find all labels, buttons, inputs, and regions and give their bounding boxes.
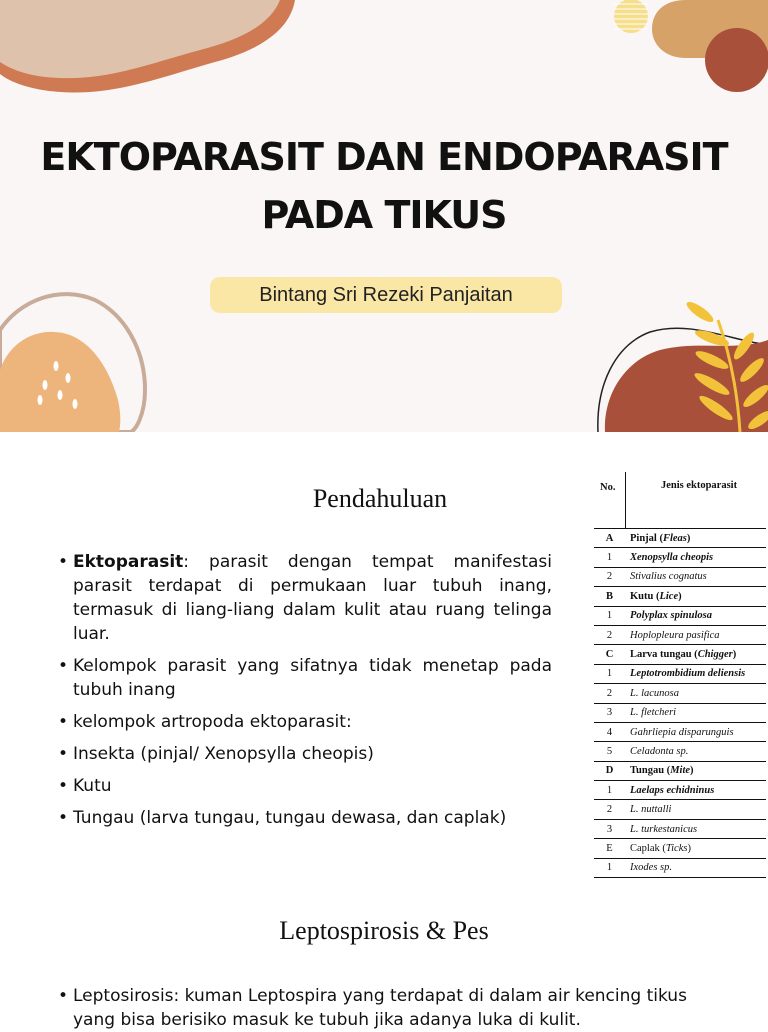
- table-row: [594, 529, 766, 548]
- title-line-1: EKTOPARASIT DAN ENDOPARASIT: [40, 135, 728, 179]
- table-row: [594, 645, 766, 664]
- table-cell-no: 2: [606, 687, 613, 699]
- name-italic: Fleas: [662, 532, 687, 544]
- section-heading-pendahuluan: Pendahuluan: [312, 484, 448, 513]
- bullet-text: Kutu: [73, 776, 112, 796]
- name-tail: ): [732, 649, 737, 661]
- bullet-text: Insekta (pinjal/ Xenopsylla cheopis): [73, 744, 374, 764]
- table-cell-no: 2: [606, 804, 613, 816]
- intro-bullet-list: [58, 550, 552, 838]
- header-no: No.: [600, 482, 616, 493]
- table-cell-name: [625, 765, 766, 776]
- name-italic: Lice: [659, 590, 679, 602]
- name-text: Caplak (: [630, 842, 666, 854]
- table-body: [594, 529, 766, 878]
- table-row: [594, 704, 766, 723]
- author-badge: [210, 277, 562, 313]
- table-cell-name: [625, 533, 766, 544]
- table-cell-name: L. nuttalli: [630, 804, 672, 816]
- table-cell-name: L. fletcheri: [630, 707, 677, 719]
- table-row: [594, 568, 766, 587]
- author-name: Bintang Sri Rezeki Panjaitan: [259, 283, 513, 306]
- table-cell-no: 2: [606, 629, 613, 641]
- table-cell-no: E: [606, 842, 613, 854]
- table-cell-name: Gahrliepia disparunguis: [630, 726, 734, 738]
- bullet-item: [58, 774, 552, 798]
- table-row: [594, 548, 766, 567]
- bullet-text: : parasit dengan tempat manifestasi parasit terdapat di permukaan luar tubuh inang, termasuk di liang-liang dalam kulit atau ruang telinga luar.: [73, 552, 552, 644]
- bullet-item: [58, 742, 552, 766]
- table-cell-name: Hoplopleura pasifica: [630, 629, 720, 641]
- name-text: Larva tungau (: [630, 649, 698, 661]
- name-tail: ): [678, 590, 682, 602]
- name-text: Pinjal (: [630, 532, 663, 544]
- table-cell-no: 4: [606, 726, 613, 738]
- table-cell-name: Celadonta sp.: [630, 745, 689, 757]
- name-tail: ): [686, 532, 691, 544]
- bullet-item: [58, 550, 552, 646]
- title-line-2: PADA TIKUS: [261, 193, 507, 237]
- table-cell-no: 1: [606, 668, 613, 680]
- bullet-item: [58, 710, 552, 734]
- bullet-item: [58, 654, 552, 702]
- table-cell-name: L. lacunosa: [630, 687, 680, 699]
- table-cell-no: 1: [606, 552, 613, 564]
- rust-circle-top-right: [705, 28, 768, 92]
- table-row: [594, 587, 766, 606]
- tan-blob-left: [0, 332, 120, 432]
- table-row: [594, 800, 766, 819]
- table-row: [594, 820, 766, 839]
- table-cell-no: A: [605, 532, 614, 544]
- table-cell-name: Laelaps echidninus: [630, 784, 715, 796]
- name-italic: Chigger: [697, 649, 733, 661]
- table-cell-no: 1: [606, 784, 613, 796]
- table-cell-name: Polyplax spinulosa: [630, 610, 712, 622]
- table-cell-no: 2: [606, 571, 613, 583]
- table-row: [594, 684, 766, 703]
- table-cell-no: C: [605, 649, 614, 661]
- bullet-text: Leptosirosis: kuman Leptospira yang terdapat di dalam air kencing tikus yang bisa berisiko masuk ke tubuh jika adanya luka di kulit.: [73, 986, 687, 1030]
- name-italic: Ticks: [665, 842, 688, 854]
- table-header: [594, 472, 766, 529]
- table-cell-name: [625, 843, 766, 854]
- bullet-text: Kelompok parasit yang sifatnya tidak menetap pada tubuh inang: [73, 656, 552, 700]
- name-tail: ): [690, 765, 694, 777]
- table-row: [594, 742, 766, 761]
- table-cell-no: D: [605, 765, 614, 777]
- table-cell-name: [625, 649, 766, 660]
- table-row: [594, 665, 766, 684]
- title-slide: [0, 0, 768, 432]
- table-cell-no: 3: [606, 707, 613, 719]
- table-row: [594, 839, 766, 858]
- table-row: [594, 781, 766, 800]
- table-cell-no: 1: [606, 862, 613, 874]
- table-cell-name: [625, 591, 766, 602]
- table-cell-name: Ixodes sp.: [630, 862, 672, 874]
- header-divider: [625, 472, 626, 528]
- bullet-text: kelompok artropoda ektoparasit:: [73, 712, 352, 732]
- table-row: [594, 762, 766, 781]
- table-cell-no: B: [605, 590, 613, 602]
- bullet-text: Tungau (larva tungau, tungau dewasa, dan caplak): [73, 808, 507, 828]
- table-row: [594, 626, 766, 645]
- header-jenis: Jenis ektoparasit: [660, 480, 738, 491]
- dotted-circle: [614, 0, 648, 33]
- table-cell-no: 5: [606, 745, 613, 757]
- table-cell-name: L. turkestanicus: [630, 823, 698, 835]
- section-heading-leptospirosis: Leptospirosis & Pes: [279, 916, 489, 945]
- slide-title: [0, 128, 768, 244]
- table-cell-name: Stivalius cognatus: [630, 571, 707, 583]
- bullet-item: [58, 984, 698, 1032]
- name-tail: ): [687, 842, 691, 854]
- table-cell-no: 1: [606, 610, 613, 622]
- content-slide: [0, 432, 768, 1030]
- ectoparasite-table: [594, 472, 766, 878]
- table-cell-name: Leptotrombidium deliensis: [630, 668, 746, 680]
- name-italic: Mite: [670, 765, 691, 777]
- name-text: Tungau (: [630, 765, 671, 777]
- table-cell-no: 3: [606, 823, 613, 835]
- table-row: [594, 607, 766, 626]
- table-cell-name: Xenopsylla cheopis: [630, 552, 714, 564]
- bullet-item: [58, 806, 552, 830]
- name-text: Kutu (: [630, 590, 660, 602]
- table-row: [594, 723, 766, 742]
- table-row: [594, 859, 766, 878]
- leptospirosis-bullet-list: [58, 984, 698, 1032]
- bullet-bold-term: Ektoparasit: [73, 552, 184, 572]
